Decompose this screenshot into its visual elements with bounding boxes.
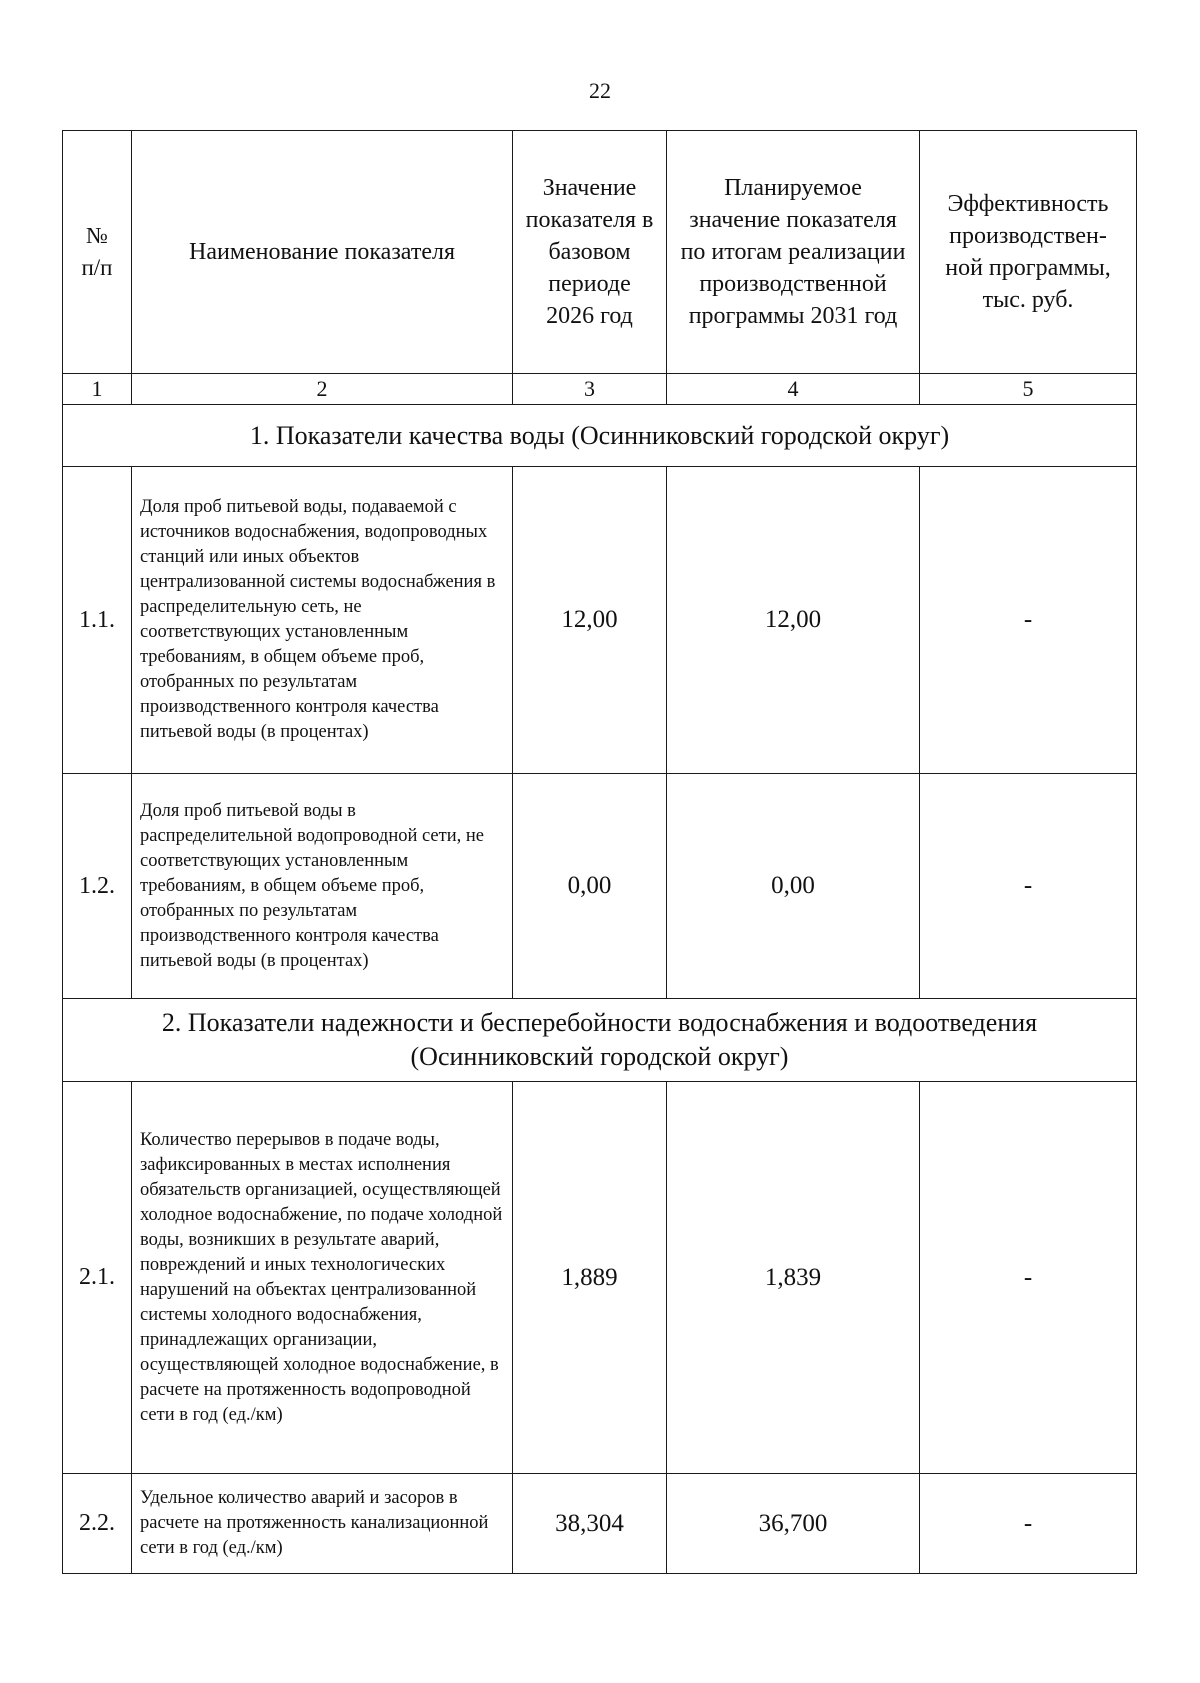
planned-value: 36,700 <box>667 1474 920 1574</box>
indicators-table <box>62 130 1137 1574</box>
header-indicator-name: Наименование показателя <box>132 131 513 374</box>
table-row <box>63 467 1137 774</box>
row-number: 1.1. <box>63 467 132 774</box>
column-number: 2 <box>132 374 513 405</box>
indicator-name: Доля проб питьевой воды, подаваемой с источников водоснабжения, водопроводных станций или иных объектов централизованной системы водоснабжения в распределительную сеть, не соответствующих установленным требованиям, в общем объеме проб, отобранных по результатам производственного контроля качества питьевой воды (в процентах) <box>132 467 513 774</box>
base-value: 12,00 <box>513 467 667 774</box>
planned-value: 1,839 <box>667 1082 920 1474</box>
column-number: 3 <box>513 374 667 405</box>
column-number: 5 <box>920 374 1137 405</box>
planned-value: 0,00 <box>667 774 920 999</box>
base-value: 1,889 <box>513 1082 667 1474</box>
column-number: 4 <box>667 374 920 405</box>
planned-value: 12,00 <box>667 467 920 774</box>
table-row <box>63 1474 1137 1574</box>
efficiency-value: - <box>920 1474 1137 1574</box>
indicator-name: Доля проб питьевой воды в распределительной водопроводной сети, не соответствующих установленным требованиям, в общем объеме проб, отобранных по результатам производственного контроля качества питьевой воды (в процентах) <box>132 774 513 999</box>
header-efficiency: Эффективность производствен-ной программы, тыс. руб. <box>920 131 1137 374</box>
header-planned-value: Планируемое значение показателя по итогам реализации производственной программы 2031 год <box>667 131 920 374</box>
section-title: 2. Показатели надежности и бесперебойности водоснабжения и водоотведения (Осинниковский городской округ) <box>63 999 1137 1082</box>
row-number: 1.2. <box>63 774 132 999</box>
section-title: 1. Показатели качества воды (Осинниковский городской округ) <box>63 405 1137 467</box>
page-number: 22 <box>589 78 611 103</box>
table-header-row <box>63 131 1137 374</box>
section-header-row <box>63 405 1137 467</box>
column-number: 1 <box>63 374 132 405</box>
efficiency-value: - <box>920 467 1137 774</box>
column-number-row <box>63 374 1137 405</box>
base-value: 0,00 <box>513 774 667 999</box>
row-number: 2.1. <box>63 1082 132 1474</box>
row-number: 2.2. <box>63 1474 132 1574</box>
header-number: № п/п <box>63 131 132 374</box>
table-row <box>63 1082 1137 1474</box>
efficiency-value: - <box>920 774 1137 999</box>
base-value: 38,304 <box>513 1474 667 1574</box>
header-base-value: Значение показателя в базовом периоде 2026 год <box>513 131 667 374</box>
section-header-row <box>63 999 1137 1082</box>
indicator-name: Количество перерывов в подаче воды, зафиксированных в местах исполнения обязательств организацией, осуществляющей холодное водоснабжение, по подаче холодной воды, возникших в результате аварий, повреждений и иных технологических нарушений на объектах централизованной системы холодного водоснабжения, принадлежащих организации, осуществляющей холодное водоснабжение, в расчете на протяженность водопроводной сети в год (ед./км) <box>132 1082 513 1474</box>
indicator-name: Удельное количество аварий и засоров в расчете на протяженность канализационной сети в год (ед./км) <box>132 1474 513 1574</box>
table-row <box>63 774 1137 999</box>
efficiency-value: - <box>920 1082 1137 1474</box>
